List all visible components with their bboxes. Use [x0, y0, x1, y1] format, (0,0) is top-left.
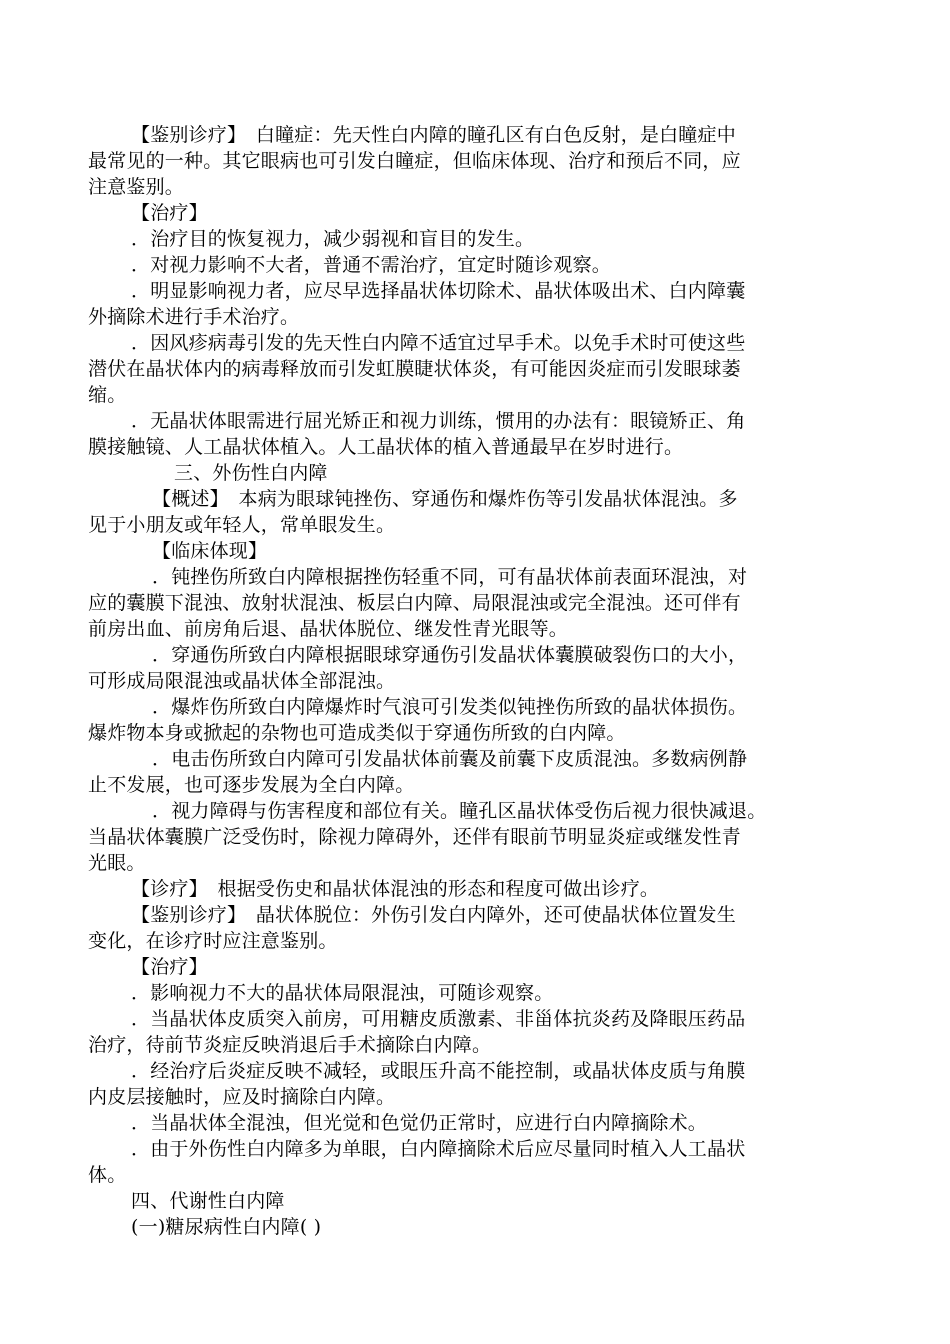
text-line: 应的囊膜下混浊、放射状混浊、板层白内障、局限混浊或完全混浊。还可伴有	[88, 592, 741, 614]
text-line: ．爆炸伤所致白内障爆炸时气浪可引发类似钝挫伤所致的晶状体损伤。	[152, 696, 748, 718]
text-line: 前房出血、前房角后退、晶状体脱位、继发性青光眼等。	[88, 618, 569, 640]
text-line: 可形成局限混浊或晶状体全部混浊。	[88, 670, 396, 692]
text-line: 最常见的一种。其它眼病也可引发白瞳症，但临床体现、治疗和预后不同，应	[88, 150, 741, 172]
text-line: 光眼。	[88, 852, 146, 874]
text-line: 内皮层接触时，应及时摘除白内障。	[88, 1086, 396, 1108]
text-line: ．经治疗后炎症反映不减轻，或眼压升高不能控制，或晶状体皮质与角膜	[131, 1060, 746, 1082]
text-line: 治疗，待前节炎症反映消退后手术摘除白内障。	[88, 1034, 492, 1056]
text-line: 注意鉴别。	[88, 176, 185, 198]
text-line: 膜接触镜、人工晶状体植入。人工晶状体的植入普通最早在岁时进行。	[88, 436, 684, 458]
text-line: 潜伏在晶状体内的病毒释放而引发虹膜睫状体炎，有可能因炎症而引发眼球萎	[88, 358, 741, 380]
text-line: 缩。	[88, 384, 127, 406]
text-line: ．钝挫伤所致白内障根据挫伤轻重不同，可有晶状体前表面环混浊，对	[152, 566, 748, 588]
section-heading: 【治疗】	[131, 202, 208, 224]
chapter-heading: 四、代谢性白内障	[131, 1190, 285, 1212]
text-line: ．穿通伤所致白内障根据眼球穿通伤引发晶状体囊膜破裂伤口的大小，	[152, 644, 748, 666]
section-heading: 【临床体现】	[152, 540, 268, 562]
text-line: ．当晶状体皮质突入前房，可用糖皮质激素、非甾体抗炎药及降眼压药品	[131, 1008, 746, 1030]
text-line: 【诊疗】 根据受伤史和晶状体混浊的形态和程度可做出诊疗。	[131, 878, 660, 900]
subsection-heading: (一)糖尿病性白内障( )	[131, 1216, 322, 1238]
text-line: 爆炸物本身或掀起的杂物也可造成类似于穿通伤所致的白内障。	[88, 722, 626, 744]
text-line: 【概述】 本病为眼球钝挫伤、穿通伤和爆炸伤等引发晶状体混浊。多	[152, 488, 738, 510]
chapter-heading: 三、外伤性白内障	[174, 462, 328, 484]
text-line: ．视力障碍与伤害程度和部位有关。瞳孔区晶状体受伤后视力很快减退。	[152, 800, 767, 822]
text-line: ．无晶状体眼需进行屈光矫正和视力训练，惯用的办法有：眼镜矫正、角	[131, 410, 746, 432]
section-heading: 【治疗】	[131, 956, 208, 978]
text-line: ．电击伤所致白内障可引发晶状体前囊及前囊下皮质混浊。多数病例静	[152, 748, 748, 770]
text-line: ．明显影响视力者，应尽早选择晶状体切除术、晶状体吸出术、白内障囊	[131, 280, 746, 302]
text-line: 当晶状体囊膜广泛受伤时，除视力障碍外，还伴有眼前节明显炎症或继发性青	[88, 826, 741, 848]
text-line: 见于小朋友或年轻人，常单眼发生。	[88, 514, 396, 536]
text-line: 体。	[88, 1164, 127, 1186]
text-line: ．影响视力不大的晶状体局限混浊，可随诊观察。	[131, 982, 554, 1004]
text-line: 【鉴别诊疗】 晶状体脱位：外伤引发白内障外，还可使晶状体位置发生	[131, 904, 736, 926]
text-line: ．由于外伤性白内障多为单眼，白内障摘除术后应尽量同时植入人工晶状	[131, 1138, 746, 1160]
text-line: 【鉴别诊疗】 白瞳症：先天性白内障的瞳孔区有白色反射，是白瞳症中	[131, 124, 736, 146]
text-line: ．因风疹病毒引发的先天性白内障不适宜过早手术。以免手术时可使这些	[131, 332, 746, 354]
text-line: 变化，在诊疗时应注意鉴别。	[88, 930, 338, 952]
document-body	[88, 122, 858, 1240]
text-line: 外摘除术进行手术治疗。	[88, 306, 300, 328]
text-line: ．治疗目的恢复视力，减少弱视和盲目的发生。	[131, 228, 535, 250]
text-line: ．对视力影响不大者，普通不需治疗，宜定时随诊观察。	[131, 254, 612, 276]
text-line: 止不发展，也可逐步发展为全白内障。	[88, 774, 415, 796]
text-line: ．当晶状体全混浊，但光觉和色觉仍正常时，应进行白内障摘除术。	[131, 1112, 708, 1134]
